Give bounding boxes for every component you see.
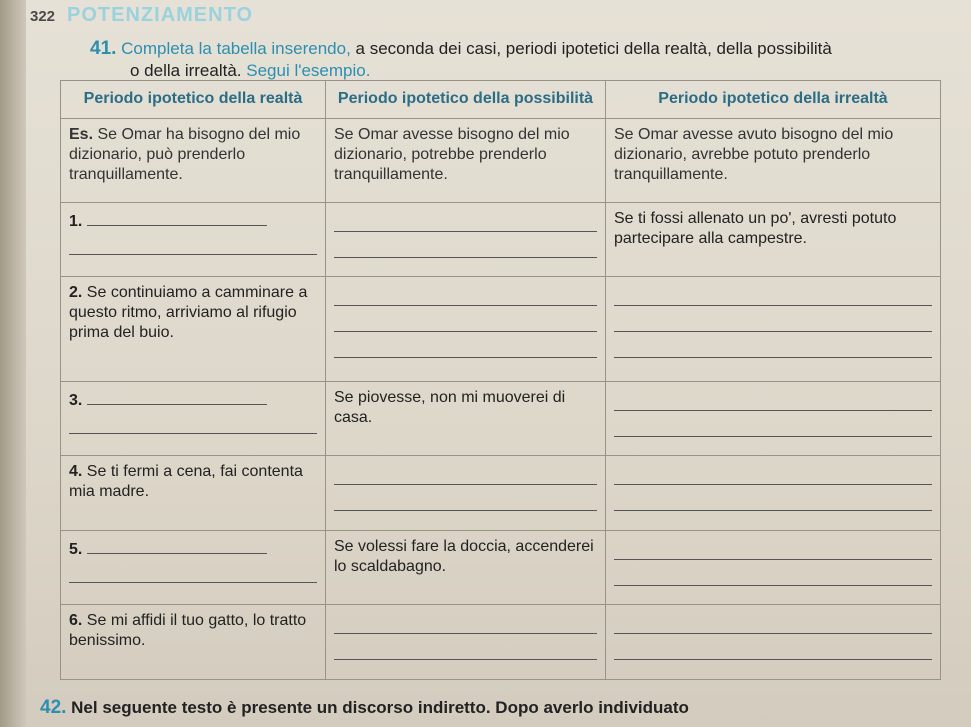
table-row — [61, 381, 941, 456]
answer-blank[interactable] — [69, 411, 317, 434]
instruction-line-2-start: o della irrealtà. — [130, 61, 242, 80]
header-possibilita: Periodo ipotetico della possibilità — [326, 81, 606, 119]
answer-blank[interactable] — [614, 563, 932, 586]
cell-possibilita[interactable] — [326, 605, 606, 680]
cell-irrealta[interactable] — [606, 530, 941, 605]
answer-blank[interactable] — [614, 309, 932, 332]
given-sentence: Se volessi fare la doccia, accenderei lo scaldabagno. — [334, 537, 594, 575]
given-sentence: Se continuiamo a camminare a questo ritmo, arriviamo al rifugio prima del buio. — [69, 284, 308, 342]
table-row — [61, 277, 941, 381]
row-number: 5. — [69, 540, 83, 558]
row-number: 3. — [69, 391, 83, 409]
answer-blank[interactable] — [614, 335, 932, 358]
answer-blank[interactable] — [87, 537, 267, 554]
instruction-line-2-example: Segui l'esempio. — [246, 61, 371, 80]
answer-blank[interactable] — [614, 488, 932, 511]
answer-blank[interactable] — [334, 462, 597, 485]
cell-realta — [61, 605, 326, 680]
answer-blank[interactable] — [614, 611, 932, 634]
given-sentence: Se ti fermi a cena, fai contenta mia madre. — [69, 463, 303, 501]
given-sentence: Se mi affidi il tuo gatto, lo tratto benissimo. — [69, 612, 307, 650]
instruction-text-highlight: Completa la tabella inserendo, — [121, 39, 351, 58]
example-cell-irrealta — [606, 118, 941, 202]
cell-possibilita[interactable] — [326, 277, 606, 381]
next-exercise-number: 42. — [40, 697, 67, 718]
cell-irrealta[interactable] — [606, 381, 941, 456]
running-head — [30, 4, 253, 30]
section-title: POTENZIAMENTO — [67, 4, 253, 26]
answer-blank[interactable] — [69, 560, 317, 583]
table-row — [61, 605, 941, 680]
answer-blank[interactable] — [334, 611, 597, 634]
cell-realta — [61, 456, 326, 531]
row-number: 2. — [69, 284, 83, 302]
instruction-text: a seconda dei casi, periodi ipotetici della realtà, della possibilità — [355, 39, 832, 58]
answer-blank[interactable] — [69, 232, 317, 255]
exercise-instruction — [90, 38, 940, 82]
example-cell-possibilita — [326, 118, 606, 202]
next-exercise-instruction — [40, 697, 970, 719]
exercise-number: 41. — [90, 38, 117, 59]
example-text-irrealta: Se Omar avesse avuto bisogno del mio dizionario, avrebbe potuto prenderlo tranquillamente. — [614, 125, 894, 183]
example-text-realta: Se Omar ha bisogno del mio dizionario, può prenderlo tranquillamente. — [69, 125, 301, 183]
answer-blank[interactable] — [87, 388, 267, 405]
exercise-table — [60, 80, 941, 680]
cell-possibilita — [326, 530, 606, 605]
answer-blank[interactable] — [334, 637, 597, 660]
answer-blank[interactable] — [334, 309, 597, 332]
answer-blank[interactable] — [614, 388, 932, 411]
cell-realta — [61, 277, 326, 381]
example-row — [61, 118, 941, 202]
given-sentence: Se piovesse, non mi muoverei di casa. — [334, 388, 566, 426]
cell-irrealta[interactable] — [606, 605, 941, 680]
example-text-possibilita: Se Omar avesse bisogno del mio dizionario, potrebbe prenderlo tranquillamente. — [334, 125, 570, 183]
cell-possibilita[interactable] — [326, 202, 606, 277]
page-binding-shadow — [0, 0, 26, 727]
next-exercise-text: Nel seguente testo è presente un discorso indiretto. Dopo averlo individuato — [71, 698, 689, 717]
row-number: 6. — [69, 612, 83, 630]
answer-blank[interactable] — [614, 414, 932, 437]
answer-blank[interactable] — [334, 335, 597, 358]
cell-possibilita — [326, 381, 606, 456]
cell-realta[interactable] — [61, 381, 326, 456]
header-realta: Periodo ipotetico della realtà — [61, 81, 326, 119]
given-sentence: Se ti fossi allenato un po', avresti potuto partecipare alla campestre. — [614, 209, 897, 247]
page-number: 322 — [30, 8, 56, 25]
table-row — [61, 456, 941, 531]
example-cell-realta — [61, 118, 326, 202]
answer-blank[interactable] — [614, 462, 932, 485]
header-irrealta: Periodo ipotetico della irrealtà — [606, 81, 941, 119]
table-header-row — [61, 81, 941, 119]
answer-blank[interactable] — [334, 209, 597, 232]
row-number: 1. — [69, 212, 83, 230]
cell-irrealta — [606, 202, 941, 277]
row-number: 4. — [69, 463, 83, 481]
answer-blank[interactable] — [334, 235, 597, 258]
table-row — [61, 530, 941, 605]
cell-realta[interactable] — [61, 202, 326, 277]
answer-blank[interactable] — [614, 283, 932, 306]
answer-blank[interactable] — [614, 537, 932, 560]
table-row — [61, 202, 941, 277]
answer-blank[interactable] — [334, 283, 597, 306]
answer-blank[interactable] — [614, 637, 932, 660]
answer-blank[interactable] — [87, 209, 267, 226]
cell-irrealta[interactable] — [606, 277, 941, 381]
cell-irrealta[interactable] — [606, 456, 941, 531]
cell-possibilita[interactable] — [326, 456, 606, 531]
cell-realta[interactable] — [61, 530, 326, 605]
example-label: Es. — [69, 125, 94, 143]
instruction-line-2 — [90, 60, 940, 82]
answer-blank[interactable] — [334, 488, 597, 511]
